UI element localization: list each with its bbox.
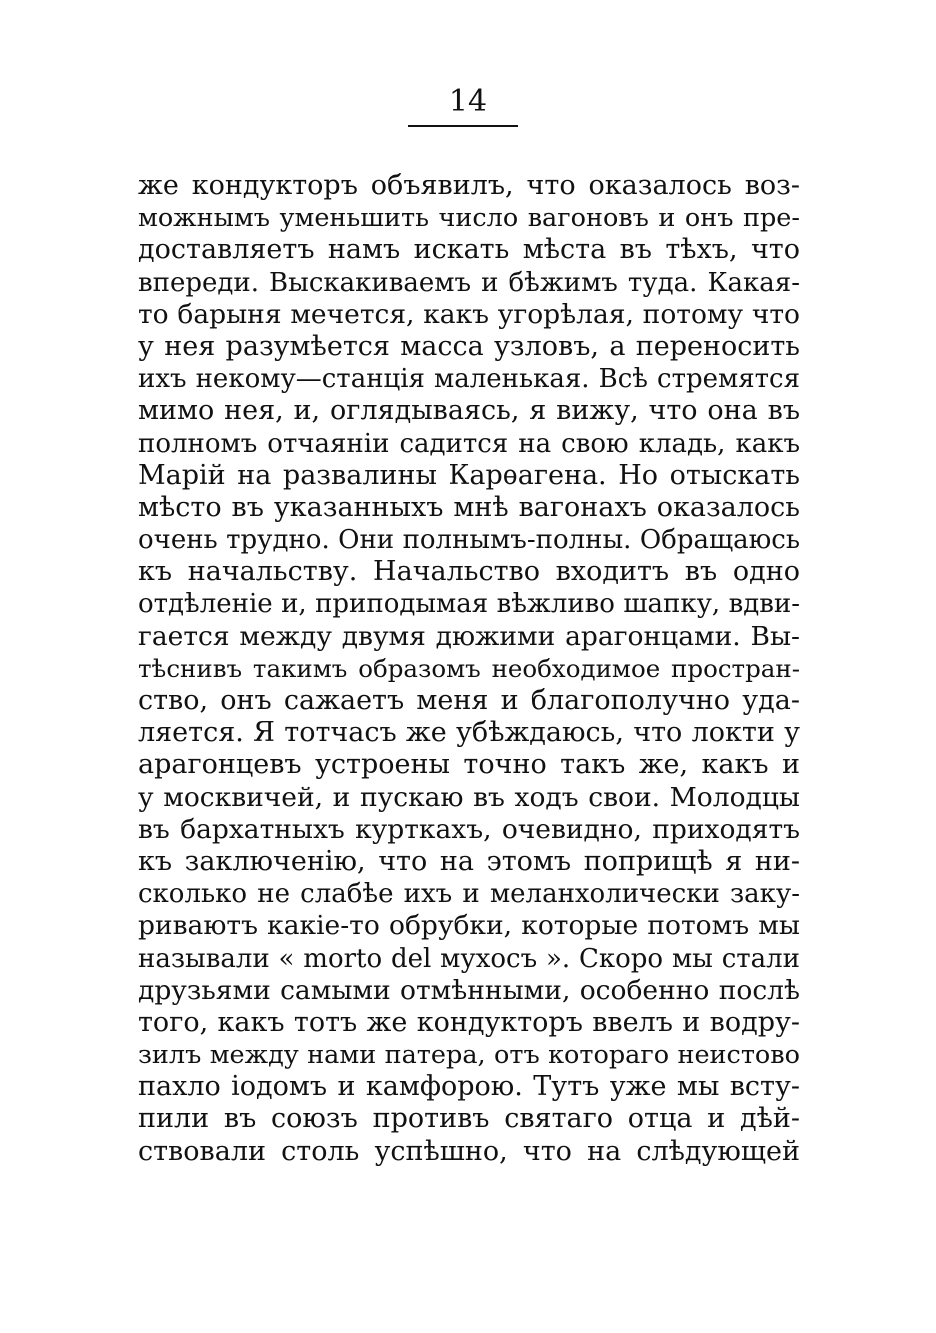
text-line: доставляетъ намъ искать мѣста въ тѣхъ, что bbox=[138, 234, 800, 266]
text-line: сколько не слабѣе ихъ и меланхолически заку- bbox=[138, 879, 800, 910]
text-line: ляется. Я тотчасъ же убѣждаюсь, что локти у bbox=[138, 717, 800, 749]
text-line: Марій на развалины Карѳагена. Но отыскать bbox=[138, 459, 800, 491]
page-number: 14 bbox=[448, 84, 488, 119]
text-line: очень трудно. Они полнымъ-полны. Обращаюсь bbox=[138, 525, 800, 556]
text-line: у москвичей, и пускаю въ ходъ свои. Молодцы bbox=[138, 781, 800, 813]
text-line: полномъ отчаяніи садится на свою кладь, какъ bbox=[138, 428, 800, 459]
text-line: называли « morto del мухосъ ». Скоро мы стали bbox=[138, 943, 800, 974]
text-line: ство, онъ сажаетъ меня и благополучно уда- bbox=[138, 685, 800, 716]
text-line: отдѣленіе и, приподымая вѣжливо шапку, вдви- bbox=[138, 589, 800, 620]
text-line: можнымъ уменьшить число вагоновъ и онъ пре- bbox=[138, 203, 800, 234]
text-line: того, какъ тотъ же кондукторъ ввелъ и водру- bbox=[138, 1006, 800, 1038]
text-line: у нея разумѣется масса узловъ, а переносить bbox=[138, 330, 800, 362]
text-line: пили въ союзъ противъ святаго отца и дѣй- bbox=[138, 1103, 800, 1135]
text-line: гается между двумя дюжими арагонцами. Вы- bbox=[138, 620, 800, 652]
text-line: ствовали столь успѣшно, что на слѣдующей bbox=[138, 1135, 800, 1167]
text-line: мѣсто въ указанныхъ мнѣ вагонахъ оказалось bbox=[138, 491, 800, 523]
text-line: друзьями самыми отмѣнными, особенно послѣ bbox=[138, 974, 800, 1006]
text-line: то барыня мечется, какъ угорѣлая, потому что bbox=[138, 298, 800, 330]
text-line: риваютъ какіе-то обрубки, которые потомъ мы bbox=[138, 910, 800, 942]
text-line: мимо нея, и, оглядываясь, я вижу, что она въ bbox=[138, 395, 800, 427]
header-rule bbox=[408, 125, 518, 127]
text-line: тѣснивъ такимъ образомъ необходимое простран- bbox=[138, 653, 800, 683]
text-line: къ начальству. Начальство входитъ въ одно bbox=[138, 556, 800, 588]
text-line: въ бархатныхъ курткахъ, очевидно, приходятъ bbox=[138, 813, 800, 845]
text-line: пахло іодомъ и камфорою. Тутъ уже мы всту- bbox=[138, 1071, 800, 1103]
text-line: же кондукторъ объявилъ, что оказалось воз- bbox=[138, 170, 800, 201]
text-line: зилъ между нами патера, отъ котораго неистово bbox=[138, 1040, 800, 1071]
text-line: ихъ некому—станція маленькая. Всѣ стремятся bbox=[138, 364, 800, 395]
text-line: къ заключенію, что на этомъ поприщѣ я ни- bbox=[138, 845, 800, 877]
body-text bbox=[138, 170, 800, 1168]
text-line: арагонцевъ устроены точно такъ же, какъ и bbox=[138, 749, 800, 781]
text-line: впереди. Выскакиваемъ и бѣжимъ туда. Какая- bbox=[138, 267, 800, 298]
